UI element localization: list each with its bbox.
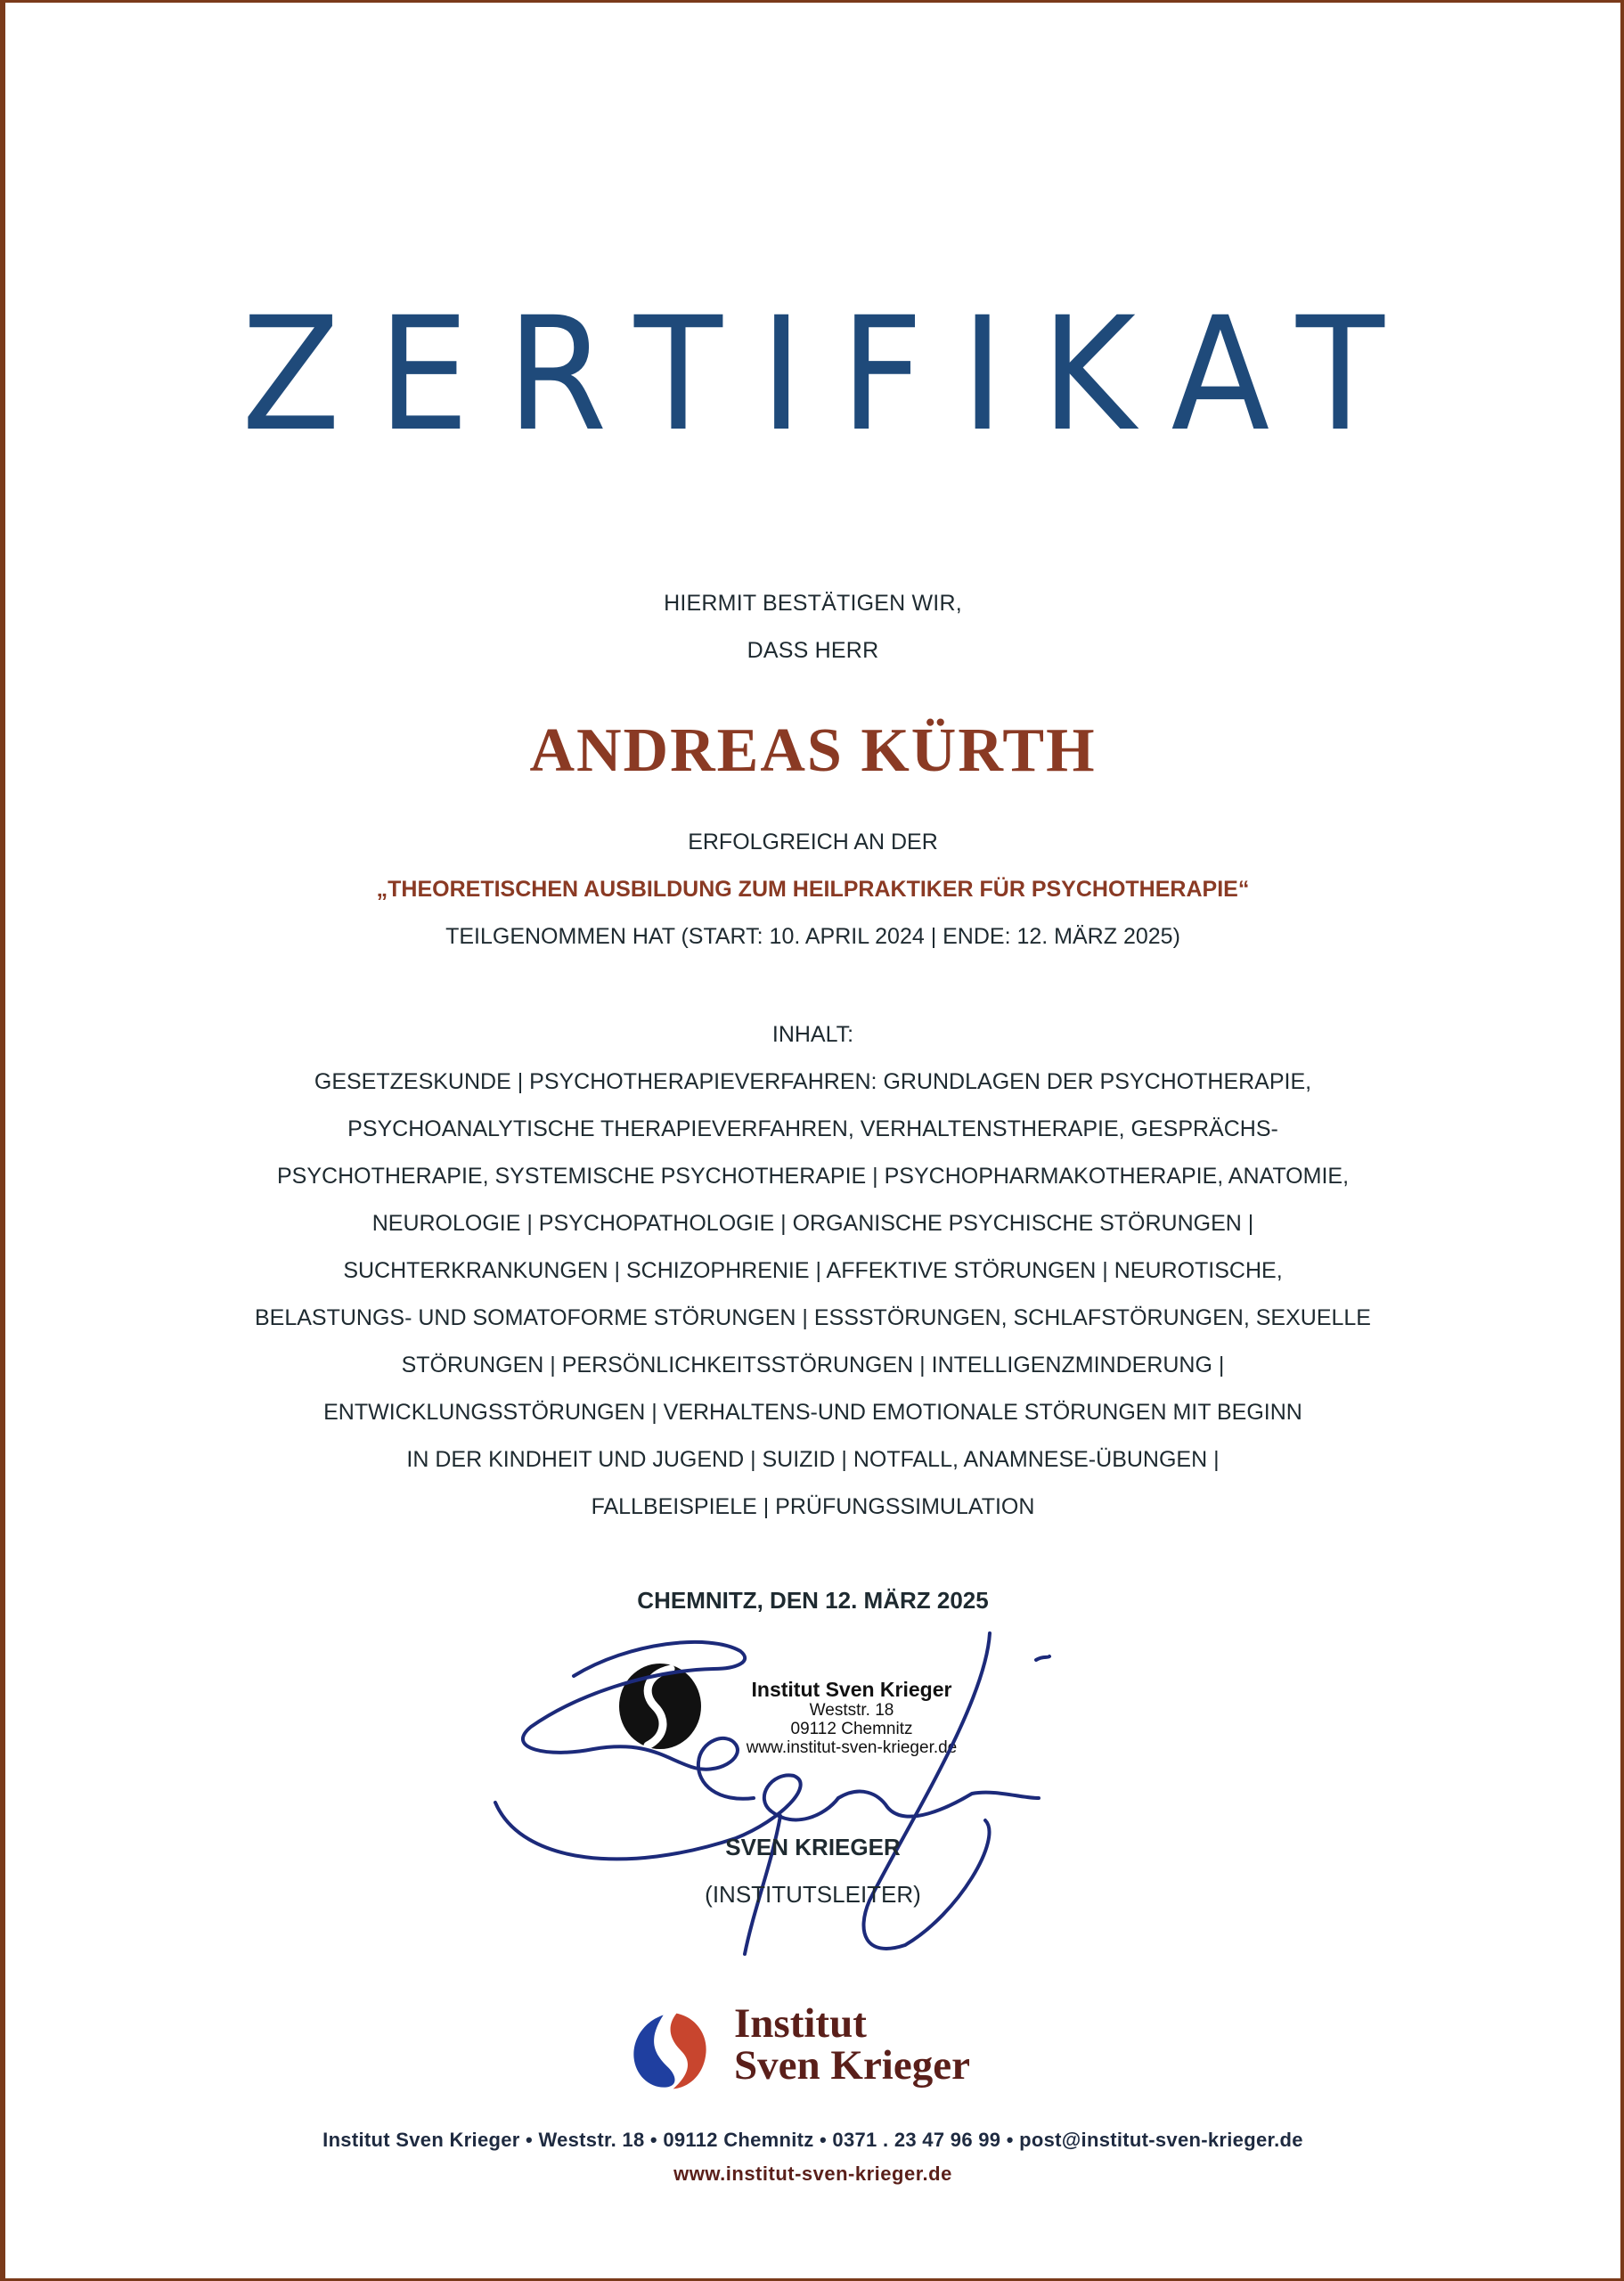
stamp-institute-name: Institut Sven Krieger: [751, 1678, 952, 1701]
intro-line-2: DASS HERR: [747, 638, 879, 663]
logo-line-2: Sven Krieger: [734, 2042, 970, 2089]
course-title: „THEORETISCHEN AUSBILDUNG ZUM HEILPRAKTIKER FÜR PSYCHOTHERAPIE“: [376, 877, 1250, 902]
intro-line-1: HIERMIT BESTÄTIGEN WIR,: [664, 591, 962, 616]
content-line: PSYCHOTHERAPIE, SYSTEMISCHE PSYCHOTHERAPIE | PSYCHOPHARMAKOTHERAPIE, ANATOMIE,: [276, 1164, 1350, 1189]
institute-stamp: [616, 1662, 990, 1769]
place-date: CHEMNITZ, DEN 12. MÄRZ 2025: [637, 1587, 989, 1614]
certificate-page: [5, 3, 1620, 2278]
content-line: SUCHTERKRANKUNGEN | SCHIZOPHRENIE | AFFEKTIVE STÖRUNGEN | NEUROTISCHE,: [343, 1258, 1283, 1283]
content-line: STÖRUNGEN | PERSÖNLICHKEITSSTÖRUNGEN | INTELLIGENZMINDERUNG |: [401, 1353, 1225, 1378]
content-heading: INHALT:: [771, 1022, 854, 1047]
content-line: FALLBEISPIELE | PRÜFUNGSSIMULATION: [591, 1494, 1035, 1519]
content-line: BELASTUNGS- UND SOMATOFORME STÖRUNGEN | ESSSTÖRUNGEN, SCHLAFSTÖRUNGEN, SEXUELLE: [255, 1305, 1371, 1330]
footer-contact-line: Institut Sven Krieger • Weststr. 18 • 09112 Chemnitz • 0371 . 23 47 96 99 • post@institut-sven-krieger.de: [322, 2129, 1303, 2151]
content-line: NEUROLOGIE | PSYCHOPATHOLOGIE | ORGANISCHE PSYCHISCHE STÖRUNGEN |: [371, 1211, 1254, 1236]
stamp-website: www.institut-sven-krieger.de: [746, 1738, 958, 1757]
institute-logo: [629, 2000, 1003, 2097]
success-line: ERFOLGREICH AN DER: [688, 830, 938, 854]
institute-s-logo-icon: [616, 1662, 705, 1751]
signatory-role: (INSTITUTSLEITER): [705, 1881, 921, 1908]
footer-website-link[interactable]: www.institut-sven-krieger.de: [673, 2162, 952, 2185]
certificate-title: ZERTIFIKAT: [241, 283, 1423, 466]
content-line: ENTWICKLUNGSSTÖRUNGEN | VERHALTENS-UND EMOTIONALE STÖRUNGEN MIT BEGINN: [323, 1400, 1302, 1425]
participation-line: TEILGENOMMEN HAT (START: 10. APRIL 2024 | ENDE: 12. MÄRZ 2025): [445, 924, 1180, 949]
content-line: PSYCHOANALYTISCHE THERAPIEVERFAHREN, VERHALTENSTHERAPIE, GESPRÄCHS-: [347, 1116, 1278, 1141]
content-line: GESETZESKUNDE | PSYCHOTHERAPIEVERFAHREN: GRUNDLAGEN DER PSYCHOTHERAPIE,: [314, 1069, 1312, 1094]
handwritten-signature: [486, 1607, 1065, 1963]
institute-s-logo-icon: [629, 2010, 711, 2092]
signatory-name: SVEN KRIEGER: [725, 1834, 901, 1860]
stamp-city: 09112 Chemnitz: [790, 1720, 913, 1738]
logo-line-1: Institut: [734, 2000, 867, 2047]
recipient-name: ANDREAS KÜRTH: [529, 716, 1097, 785]
stamp-street: Weststr. 18: [809, 1701, 894, 1720]
content-line: IN DER KINDHEIT UND JUGEND | SUIZID | NOTFALL, ANAMNESE-ÜBUNGEN |: [406, 1447, 1220, 1472]
